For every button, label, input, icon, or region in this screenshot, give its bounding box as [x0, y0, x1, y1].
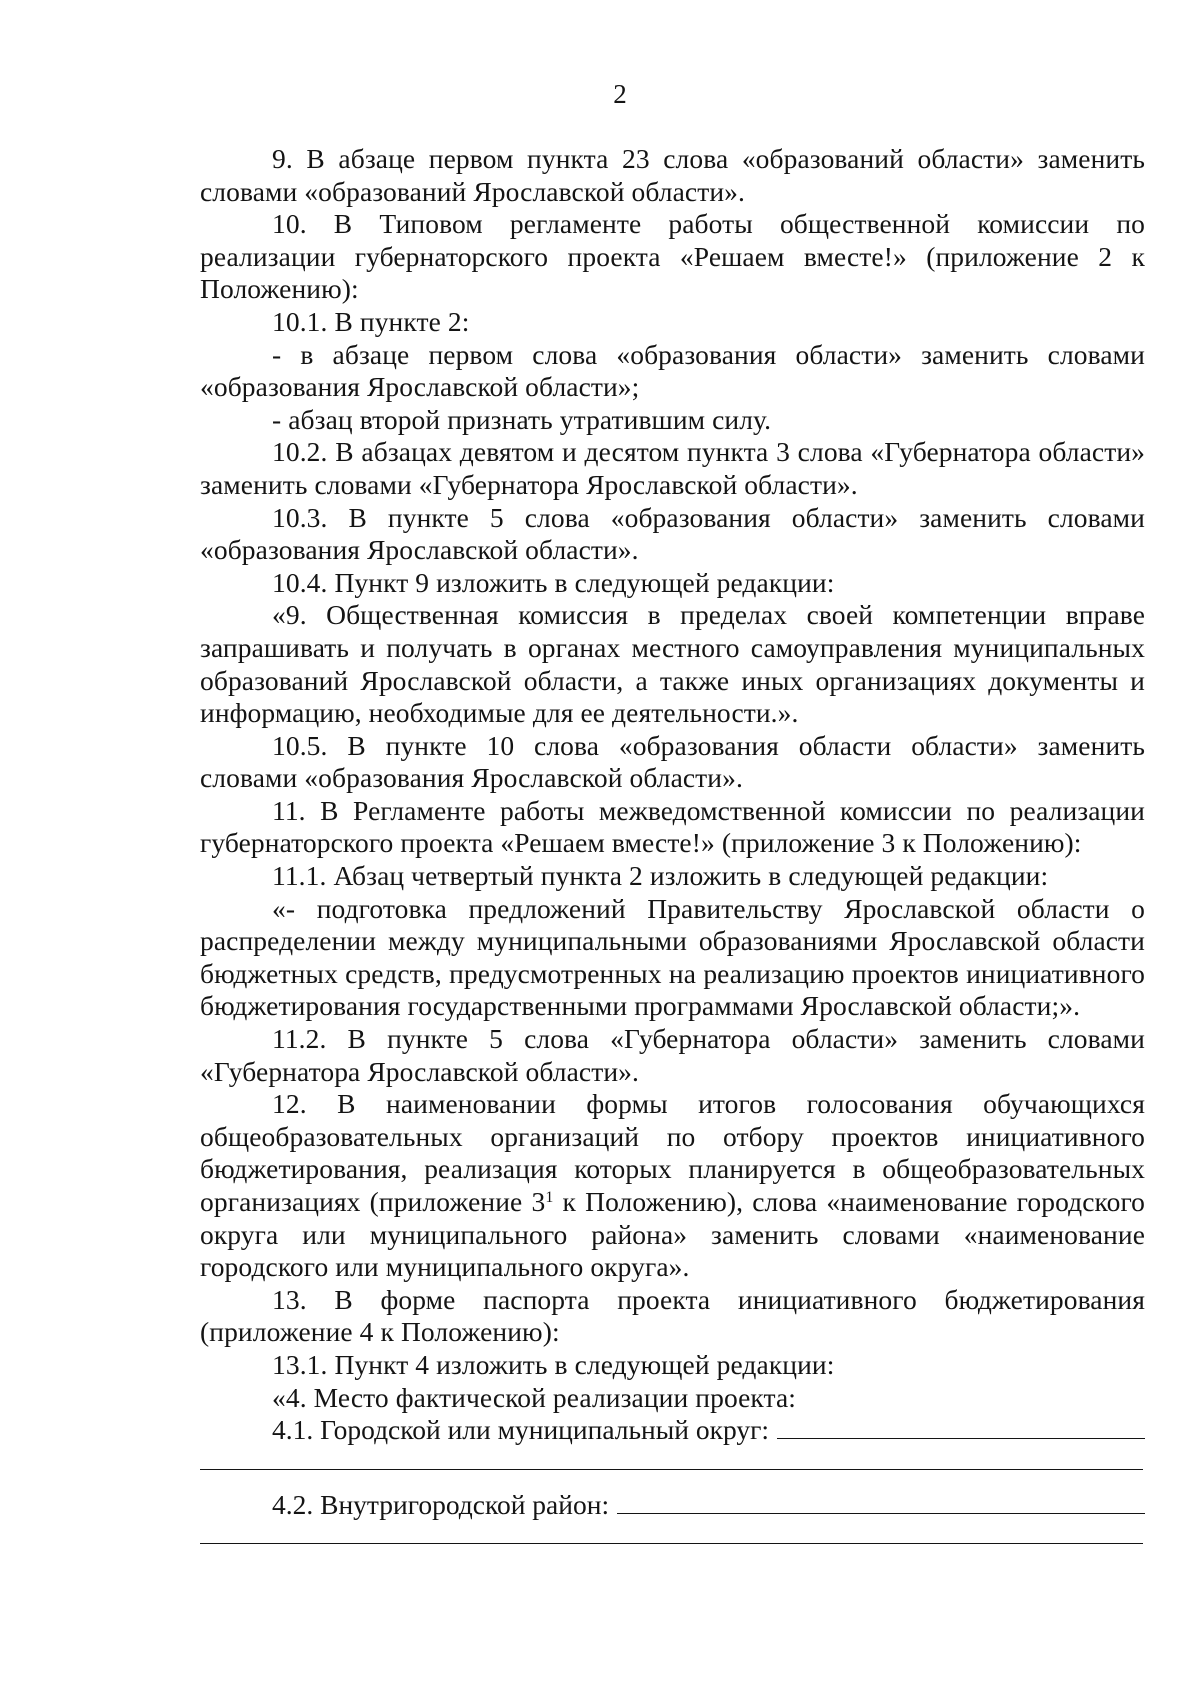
page-number: 2: [613, 79, 627, 109]
field-okrug-blank: [777, 1416, 1145, 1439]
paragraph-12-text-b: к Положению), слова «наименование городского округа или муниципального района» заменить словами «наименование городского или муниципального округа».: [200, 1186, 1145, 1283]
paragraph-10-4-quote: «9. Общественная комиссия в пределах своей компетенции вправе запрашивать и получать в органах местного самоуправления муниципальных образований Ярославской области, а также иных организациях документы и информацию, необходимые для ее деятельности.».: [200, 599, 1145, 729]
paragraph-10-5: 10.5. В пункте 10 слова «образования области области» заменить словами «образования Ярославской области».: [200, 729, 1145, 794]
paragraph-12-text-a: 12. В наименовании формы итогов голосования обучающихся общеобразовательных организаций по отбору проектов инициативного бюджетирования, реализация которых планируется в общеобразовательных организациях (приложение 3: [200, 1088, 1145, 1217]
paragraph-9: 9. В абзаце первом пункта 23 слова «образований области» заменить словами «образований Ярославской области».: [200, 143, 1145, 207]
field-okrug-label: 4.1. Городской или муниципальный округ:: [272, 1414, 770, 1446]
paragraph-13-1-quote: «4. Место фактической реализации проекта:: [272, 1381, 797, 1413]
paragraph-11: 11. В Регламенте работы межведомственной комиссии по реализации губернаторского проекта «Решаем вместе!» (приложение 3 к Положению):: [200, 794, 1145, 859]
paragraph-10-1-a: - в абзаце первом слова «образования области» заменить словами «образования Ярославской области»;: [200, 338, 1145, 403]
paragraph-10-1: 10.1. В пункте 2:: [272, 305, 470, 337]
paragraph-13: 13. В форме паспорта проекта инициативного бюджетирования (приложение 4 к Положению):: [200, 1283, 1145, 1348]
paragraph-10-1-b: - абзац второй признать утратившим силу.: [272, 403, 772, 435]
field-rayon-label: 4.2. Внутригородской район:: [272, 1488, 610, 1520]
paragraph-10-2: 10.2. В абзацах девятом и десятом пункта 3 слова «Губернатора области» заменить словами «Губернатора Ярославской области».: [200, 436, 1145, 500]
paragraph-10-3: 10.3. В пункте 5 слова «образования области» заменить словами «образования Ярославской области».: [200, 501, 1145, 566]
paragraph-10-4: 10.4. Пункт 9 изложить в следующей редакции:: [272, 566, 835, 598]
field-rayon-continuation-line: [200, 1543, 1143, 1544]
superscript: 1: [545, 1189, 554, 1206]
field-rayon-blank: [617, 1491, 1145, 1514]
paragraph-11-1-quote: «- подготовка предложений Правительству Ярославской области о распределении между муниципальными образованиями Ярославской области бюджетных средств, предусмотренных на реализацию проектов инициативного бюджетирования государственными программами Ярославской области;».: [200, 892, 1145, 1022]
field-rayon: [200, 1489, 1145, 1522]
field-okrug: [200, 1414, 1145, 1447]
paragraph-11-2: 11.2. В пункте 5 слова «Губернатора области» заменить словами «Губернатора Ярославской области».: [200, 1023, 1145, 1087]
paragraph-12: [200, 1088, 1145, 1284]
document-body: [200, 143, 1145, 1544]
paragraph-10: 10. В Типовом регламенте работы общественной комиссии по реализации губернаторского проекта «Решаем вместе!» (приложение 2 к Положению):: [200, 208, 1145, 305]
paragraph-13-1: 13.1. Пункт 4 изложить в следующей редакции:: [272, 1348, 835, 1380]
paragraph-11-1: 11.1. Абзац четвертый пункта 2 изложить в следующей редакции:: [272, 860, 1049, 892]
